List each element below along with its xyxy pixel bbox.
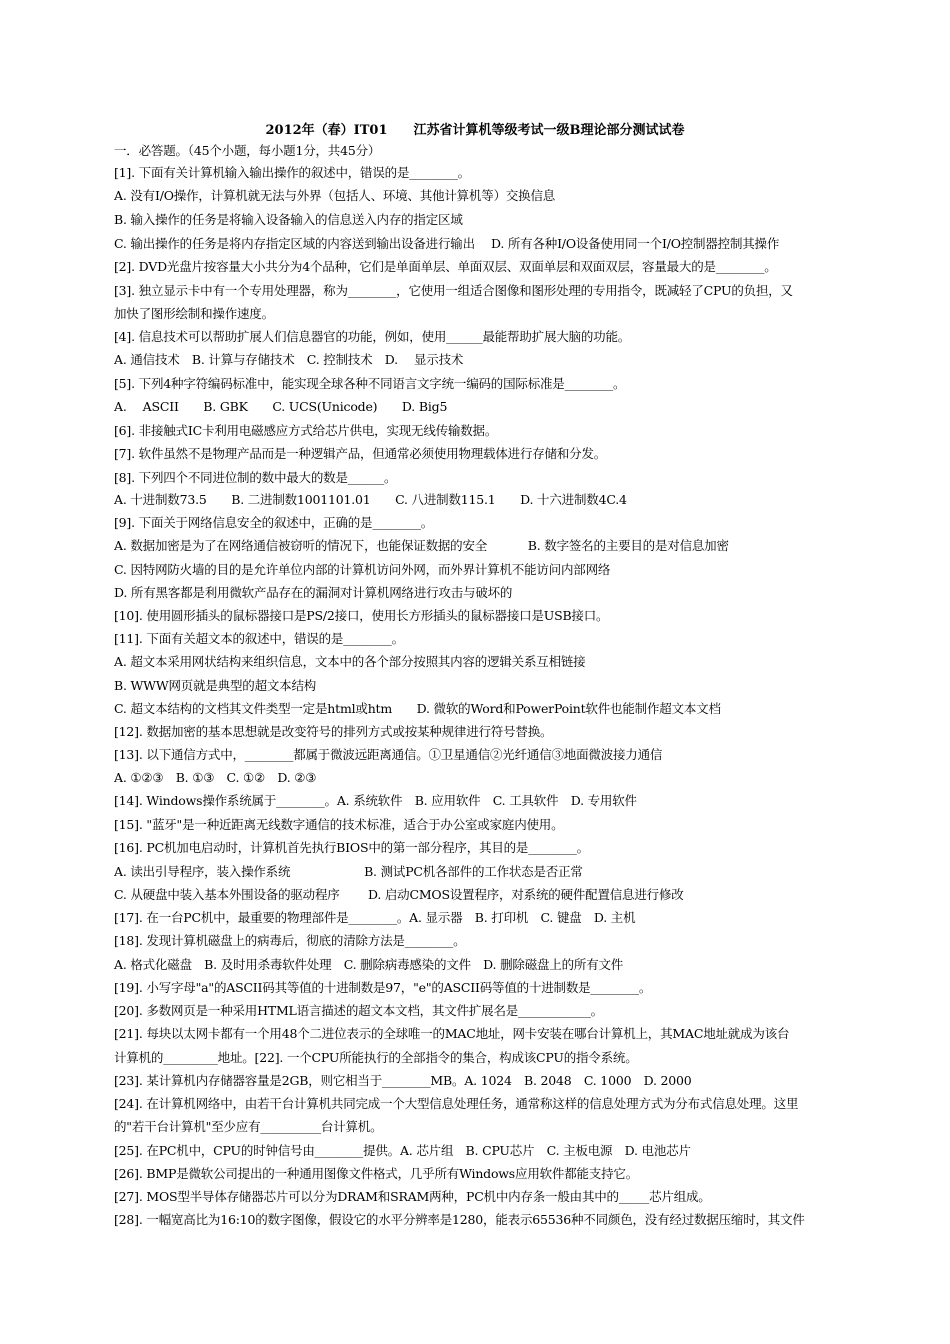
text-line: 的"若干台计算机"至少应有__________台计算机。: [114, 1119, 383, 1134]
text-line: [25]. 在PC机中，CPU的时钟信号由________提供。A. 芯片组 B. CPU芯片 C. 主板电源 D. 电池芯片: [114, 1143, 691, 1158]
text-line: [28]. 一幅宽高比为16:10的数字图像，假设它的水平分辨率是1280，能表示65536种不同颜色，没有经过数据压缩时，其文件: [114, 1212, 805, 1227]
page-title: 2012年（春）IT01 江苏省计算机等级考试一级B理论部分测试试卷: [265, 123, 685, 138]
text-line: [18]. 发现计算机磁盘上的病毒后，彻底的清除方法是________。: [114, 933, 466, 948]
text-line: B. 输入操作的任务是将输入设备输入的信息送入内存的指定区域: [114, 212, 463, 227]
text-line: A. 没有I/O操作，计算机就无法与外界（包括人、环境、其他计算机等）交换信息: [114, 188, 556, 203]
text-line: [19]. 小写字母"a"的ASCII码其等值的十进制数是97，"e"的ASCII码等值的十进制数是________。: [114, 980, 652, 995]
text-line: [7]. 软件虽然不是物理产品而是一种逻辑产品，但通常必须使用物理载体进行存储和分发。: [114, 446, 607, 461]
text-line: A. 读出引导程序，装入操作系统 B. 测试PC机各部件的工作状态是否正常: [114, 864, 583, 879]
text-line: [14]. Windows操作系统属于________。A. 系统软件 B. 应用软件 C. 工具软件 D. 专用软件: [114, 793, 637, 808]
text-line: [24]. 在计算机网络中，由若干台计算机共同完成一个大型信息处理任务，通常称这样的信息处理方式为分布式信息处理。这里: [114, 1096, 799, 1111]
text-line: [10]. 使用圆形插头的鼠标器接口是PS/2接口，使用长方形插头的鼠标器接口是USB接口。: [114, 608, 609, 623]
text-line: C. 输出操作的任务是将内存指定区域的内容送到输出设备进行输出 D. 所有各种I/O设备使用同一个I/O控制器控制其操作: [114, 236, 780, 251]
text-line: B. WWW网页就是典型的超文本结构: [114, 678, 317, 693]
text-line: [20]. 多数网页是一种采用HTML语言描述的超文本文档，其文件扩展名是____________。: [114, 1003, 603, 1018]
text-line: [27]. MOS型半导体存储器芯片可以分为DRAM和SRAM两种，PC机中内存条一般由其中的_____芯片组成。: [114, 1189, 711, 1204]
text-line: [8]. 下列四个不同进位制的数中最大的数是______。: [114, 470, 397, 485]
text-line: C. 从硬盘中装入基本外围设备的驱动程序 D. 启动CMOS设置程序，对系统的硬件配置信息进行修改: [114, 887, 684, 902]
text-line: [3]. 独立显示卡中有一个专用处理器，称为________，它使用一组适合图像和图形处理的专用指令，既减轻了CPU的负担，又: [114, 283, 793, 298]
text-line: A. 十进制数73.5 B. 二进制数1001101.01 C. 八进制数115.1 D. 十六进制数4C.4: [114, 492, 627, 507]
text-line: C. 超文本结构的文档其文件类型一定是html或htm D. 微软的Word和PowerPoint软件也能制作超文本文档: [114, 701, 721, 716]
text-line: [21]. 每块以太网卡都有一个用48个二进位表示的全球唯一的MAC地址，网卡安装在哪台计算机上，其MAC地址就成为该台: [114, 1026, 790, 1041]
section-heading: 一．必答题。（45个小题，每小题1分，共45分）: [114, 143, 381, 158]
text-line: [12]. 数据加密的基本思想就是改变符号的排列方式或按某种规律进行符号替换。: [114, 724, 553, 739]
text-line: D. 所有黑客都是利用微软产品存在的漏洞对计算机网络进行攻击与破坏的: [114, 585, 513, 600]
text-line: [5]. 下列4种字符编码标准中，能实现全球各种不同语言文字统一编码的国际标准是________。: [114, 376, 626, 391]
text-line: [17]. 在一台PC机中，最重要的物理部件是________。A. 显示器 B. 打印机 C. 键盘 D. 主机: [114, 910, 636, 925]
text-line: A. 数据加密是为了在网络通信被窃听的情况下，也能保证数据的安全 B. 数字签名的主要目的是对信息加密: [114, 538, 729, 553]
text-line: A. ①②③ B. ①③ C. ①② D. ②③: [114, 770, 317, 785]
text-line: [1]. 下面有关计算机输入输出操作的叙述中，错误的是________。: [114, 165, 470, 180]
text-line: [23]. 某计算机内存储器容量是2GB，则它相当于________MB。A. 1024 B. 2048 C. 1000 D. 2000: [114, 1073, 692, 1088]
text-line: [9]. 下面关于网络信息安全的叙述中，正确的是________。: [114, 515, 434, 530]
text-line: A. ASCII B. GBK C. UCS(Unicode) D. Big5: [114, 399, 448, 414]
text-line: [11]. 下面有关超文本的叙述中，错误的是________。: [114, 631, 404, 646]
text-line: [2]. DVD光盘片按容量大小共分为4个品种，它们是单面单层、单面双层、双面单层和双面双层，容量最大的是________。: [114, 259, 777, 274]
text-line: [13]. 以下通信方式中，________都属于微波远距离通信。①卫星通信②光纤通信③地面微波接力通信: [114, 747, 663, 762]
text-line: [4]. 信息技术可以帮助扩展人们信息器官的功能，例如，使用______最能帮助扩展大脑的功能。: [114, 329, 631, 344]
text-line: 计算机的_________地址。[22]. 一个CPU所能执行的全部指令的集合，构成该CPU的指令系统。: [114, 1050, 638, 1065]
text-line: C. 因特网防火墙的目的是允许单位内部的计算机访问外网，而外界计算机不能访问内部网络: [114, 562, 611, 577]
text-line: A. 通信技术 B. 计算与存储技术 C. 控制技术 D. 显示技术: [114, 352, 464, 367]
text-line: [15]. "蓝牙"是一种近距离无线数字通信的技术标准，适合于办公室或家庭内使用。: [114, 817, 564, 832]
text-line: [26]. BMP是微软公司提出的一种通用图像文件格式，几乎所有Windows应用软件都能支持它。: [114, 1166, 639, 1181]
text-line: [6]. 非接触式IC卡利用电磁感应方式给芯片供电，实现无线传输数据。: [114, 423, 498, 438]
text-line: 加快了图形绘制和操作速度。: [114, 306, 274, 321]
text-line: A. 格式化磁盘 B. 及时用杀毒软件处理 C. 删除病毒感染的文件 D. 删除磁盘上的所有文件: [114, 957, 624, 972]
text-line: A. 超文本采用网状结构来组织信息，文本中的各个部分按照其内容的逻辑关系互相链接: [114, 654, 586, 669]
text-line: [16]. PC机加电启动时，计算机首先执行BIOS中的第一部分程序，其目的是________。: [114, 840, 589, 855]
